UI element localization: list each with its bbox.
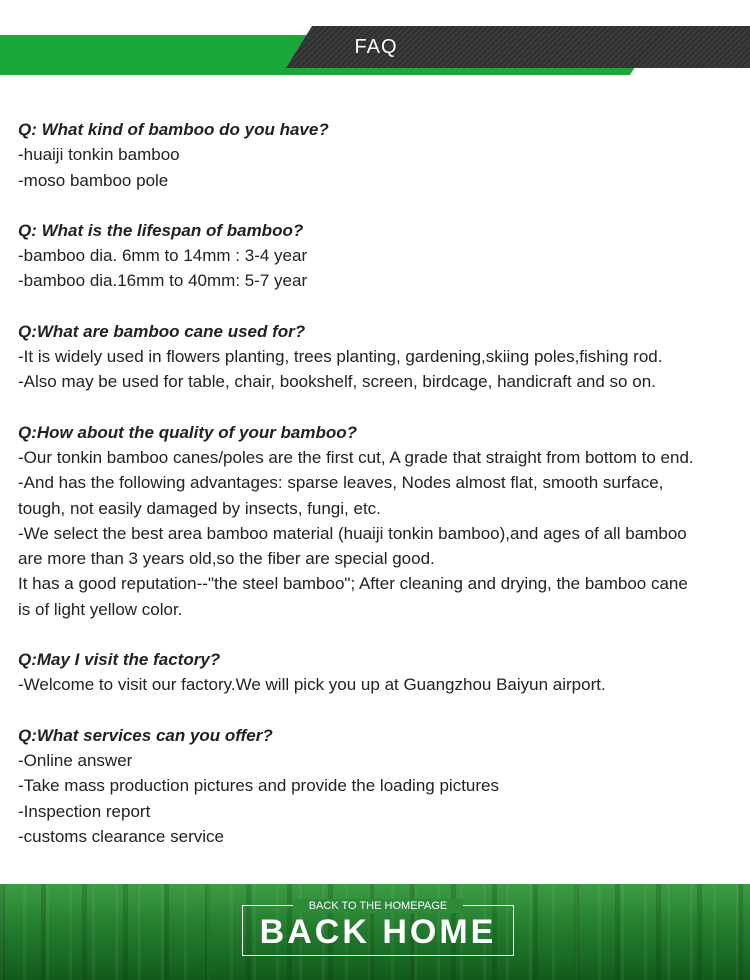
faq-answer: -bamboo dia. 6mm to 14mm : 3-4 year -bamboo dia.16mm to 40mm: 5-7 year <box>18 246 308 291</box>
faq-item <box>18 117 748 193</box>
faq-answer: -huaiji tonkin bamboo -moso bamboo pole <box>18 145 180 190</box>
faq-question: Q:May I visit the factory? <box>18 650 221 670</box>
faq-answer: -Welcome to visit our factory.We will pick you up at Guangzhou Baiyun airport. <box>18 675 606 695</box>
faq-answer: -It is widely used in flowers planting, trees planting, gardening,skiing poles,fishing rod. -Also may be used for table, chair, bookshelf, screen, birdcage, handicraft and so on. <box>18 347 663 392</box>
back-home-button[interactable] <box>242 900 514 956</box>
faq-item <box>18 420 748 622</box>
back-home-label: BACK HOME <box>259 913 497 951</box>
faq-question: Q:How about the quality of your bamboo? <box>18 422 358 442</box>
faq-banner <box>0 26 750 76</box>
page-title: FAQ <box>354 36 398 58</box>
faq-item <box>18 723 748 849</box>
back-to-homepage-label: BACK TO THE HOMEPAGE <box>293 899 463 913</box>
faq-item <box>18 319 748 395</box>
footer-banner <box>0 884 750 980</box>
faq-question: Q:What are bamboo cane used for? <box>18 321 306 341</box>
faq-item <box>18 647 748 698</box>
faq-item <box>18 218 748 294</box>
faq-question: Q: What is the lifespan of bamboo? <box>18 220 304 240</box>
faq-question: Q:What services can you offer? <box>18 725 273 745</box>
faq-question: Q: What kind of bamboo do you have? <box>18 120 329 139</box>
faq-answer: -Online answer -Take mass production pictures and provide the loading pictures -Inspection report -customs clearance service <box>18 750 499 846</box>
faq-list <box>18 117 748 874</box>
faq-answer: -Our tonkin bamboo canes/poles are the first cut, A grade that straight from bottom to end. -And has the following advantages: sparse leaves, Nodes almost flat, smooth surface, tough, not easily damaged by insects, fungi, etc. -We select the best area bamboo material (huaiji tonkin bamboo),and ages of all bamboo are more than 3 years old,so the fiber are special good. It has a good reputation--"the steel bamboo"; After cleaning and drying, the bamboo cane is of light yellow color. <box>18 447 694 619</box>
